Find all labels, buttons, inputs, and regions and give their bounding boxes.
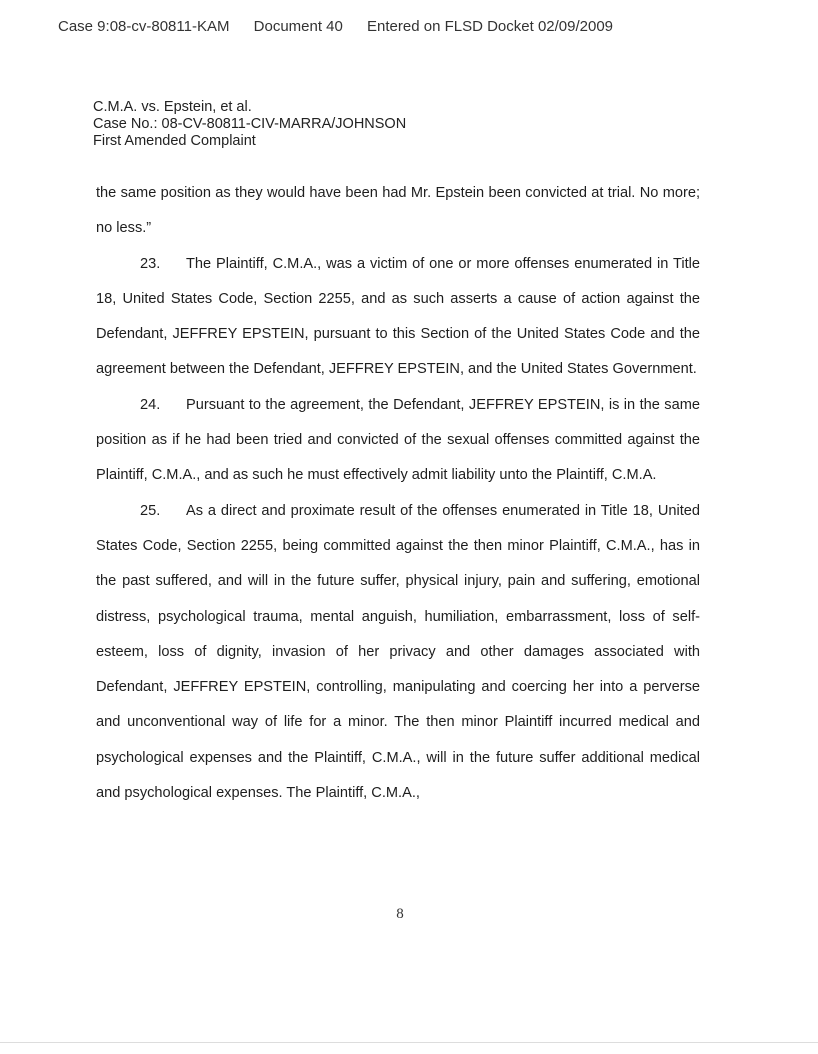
- paragraph-25: [96, 494, 700, 812]
- paragraph-number: 25.: [140, 502, 161, 519]
- paragraph-number: 23.: [140, 255, 161, 272]
- document-number: Document 40: [253, 18, 343, 35]
- document-body: [96, 176, 700, 811]
- continuation-text: the same position as they would have been had Mr. Epstein been convicted at trial. No more; no less.”: [96, 185, 700, 237]
- paragraph-text: Pursuant to the agreement, the Defendant, JEFFREY EPSTEIN, is in the same position as if he had been tried and convicted of the sexual offenses committed against the Plaintiff, C.M.A., and as such he must effectively admit liability unto the Plaintiff, C.M.A.: [96, 396, 700, 484]
- case-caption: [93, 99, 406, 150]
- paragraph-24: [96, 388, 700, 494]
- paragraph-23: [96, 247, 700, 388]
- docket-header: [58, 18, 633, 35]
- case-number: Case 9:08-cv-80811-KAM: [58, 18, 230, 35]
- paragraph-text: As a direct and proximate result of the offenses enumerated in Title 18, United States Code, Section 2255, being committed against the then minor Plaintiff, C.M.A., has in the past suffered, and will in the future suffer, physical injury, pain and suffering, emotional distress, psychological trauma, mental anguish, humiliation, embarrassment, loss of self-esteem, loss of dignity, invasion of her privacy and other damages associated with Defendant, JEFFREY EPSTEIN, controlling, manipulating and coercing her into a perverse and unconventional way of life for a minor. The then minor Plaintiff incurred medical and psychological expenses and the Plaintiff, C.M.A., will in the future suffer additional medical and psychological expenses. The Plaintiff, C.M.A.,: [96, 502, 700, 802]
- docket-entry-date: Entered on FLSD Docket 02/09/2009: [367, 18, 614, 35]
- caption-parties: C.M.A. vs. Epstein, et al.: [93, 99, 252, 115]
- page-number: 8: [396, 906, 404, 922]
- paragraph-text: The Plaintiff, C.M.A., was a victim of one or more offenses enumerated in Title 18, United States Code, Section 2255, and as such asserts a cause of action against the Defendant, JEFFREY EPSTEIN, pursuant to this Section of the United States Code and the agreement between the Defendant, JEFFREY EPSTEIN, and the United States Government.: [96, 255, 700, 378]
- caption-document-title: First Amended Complaint: [93, 133, 256, 149]
- page-bottom-rule: [0, 1042, 818, 1043]
- caption-case-number: Case No.: 08-CV-80811-CIV-MARRA/JOHNSON: [93, 116, 407, 132]
- paragraph-number: 24.: [140, 396, 161, 413]
